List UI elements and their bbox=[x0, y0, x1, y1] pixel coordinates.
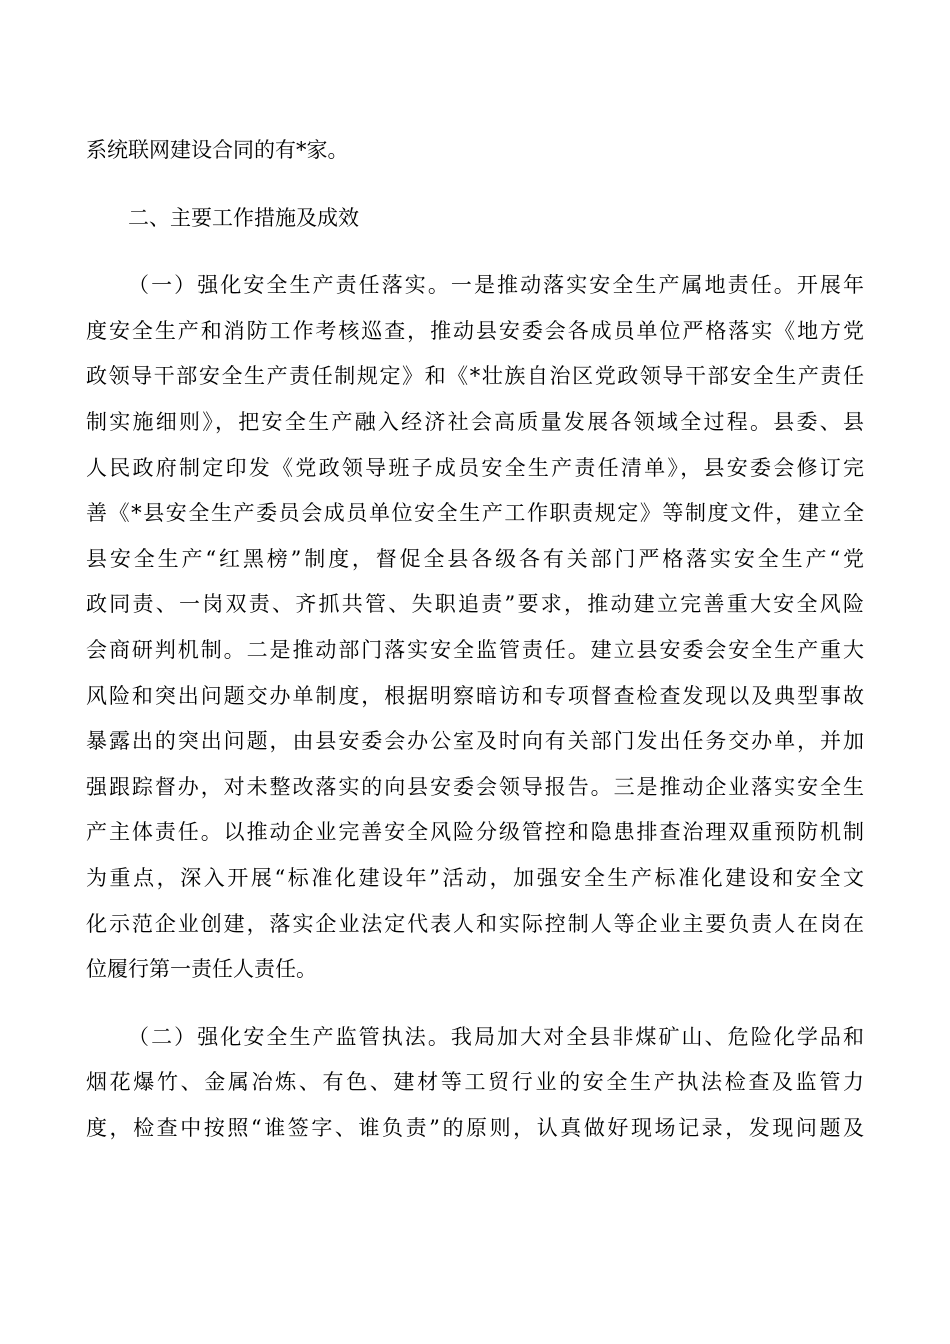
section-heading bbox=[86, 196, 864, 242]
text-line: 制实施细则》，把安全生产融入经济社会高质量发展各领域全过程。县委、县 bbox=[86, 409, 864, 434]
text-line: 位履行第一责任人责任。 bbox=[86, 957, 317, 982]
text-line: 度，检查中按照“谁签字、谁负责”的原则，认真做好现场记录，发现问题及 bbox=[86, 1115, 864, 1140]
text-line: 暴露出的突出问题，由县安委会办公室及时向有关部门发出任务交办单，并加 bbox=[86, 729, 864, 754]
text-line: 善《*县安全生产委员会成员单位安全生产工作职责规定》等制度文件，建立全 bbox=[86, 501, 864, 526]
text-line: 会商研判机制。二是推动部门落实安全监管责任。建立县安委会安全生产重大 bbox=[86, 637, 864, 662]
text-line: 化示范企业创建，落实企业法定代表人和实际控制人等企业主要负责人在岗在 bbox=[86, 911, 864, 936]
heading-text: 二、主要工作措施及成效 bbox=[128, 205, 359, 230]
text-line: 政领导干部安全生产责任制规定》和《*壮族自治区党政领导干部安全生产责任 bbox=[86, 364, 864, 389]
document-page bbox=[86, 128, 864, 1151]
text-line: 为重点，深入开展“标准化建设年”活动，加强安全生产标准化建设和安全文 bbox=[86, 865, 864, 890]
text-line: 人民政府制定印发《党政领导班子成员安全生产责任清单》，县安委会修订完 bbox=[86, 455, 864, 480]
paragraph-responsibility bbox=[86, 263, 864, 993]
text-line: 烟花爆竹、金属冶炼、有色、建材等工贸行业的安全生产执法检查及监管力 bbox=[86, 1070, 864, 1095]
text-line: 系统联网建设合同的有*家。 bbox=[86, 138, 349, 162]
text-line: 风险和突出问题交办单制度，根据明察暗访和专项督查检查发现以及典型事故 bbox=[86, 683, 864, 708]
text-line: （一）强化安全生产责任落实。一是推动落实安全生产属地责任。开展年 bbox=[128, 273, 864, 298]
text-line: 度安全生产和消防工作考核巡查，推动县安委会各成员单位严格落实《地方党 bbox=[86, 318, 864, 343]
text-line: 产主体责任。以推动企业完善安全风险分级管控和隐患排查治理双重预防机制 bbox=[86, 820, 864, 845]
paragraph-continuation bbox=[86, 128, 864, 174]
text-line: （二）强化安全生产监管执法。我局加大对全县非煤矿山、危险化学品和 bbox=[128, 1024, 864, 1049]
paragraph-enforcement bbox=[86, 1015, 864, 1152]
text-line: 县安全生产“红黑榜”制度，督促全县各级各有关部门严格落实安全生产“党 bbox=[86, 546, 864, 571]
text-line: 强跟踪督办，对未整改落实的向县安委会领导报告。三是推动企业落实安全生 bbox=[86, 774, 864, 799]
text-line: 政同责、一岗双责、齐抓共管、失职追责”要求，推动建立完善重大安全风险 bbox=[86, 592, 864, 617]
